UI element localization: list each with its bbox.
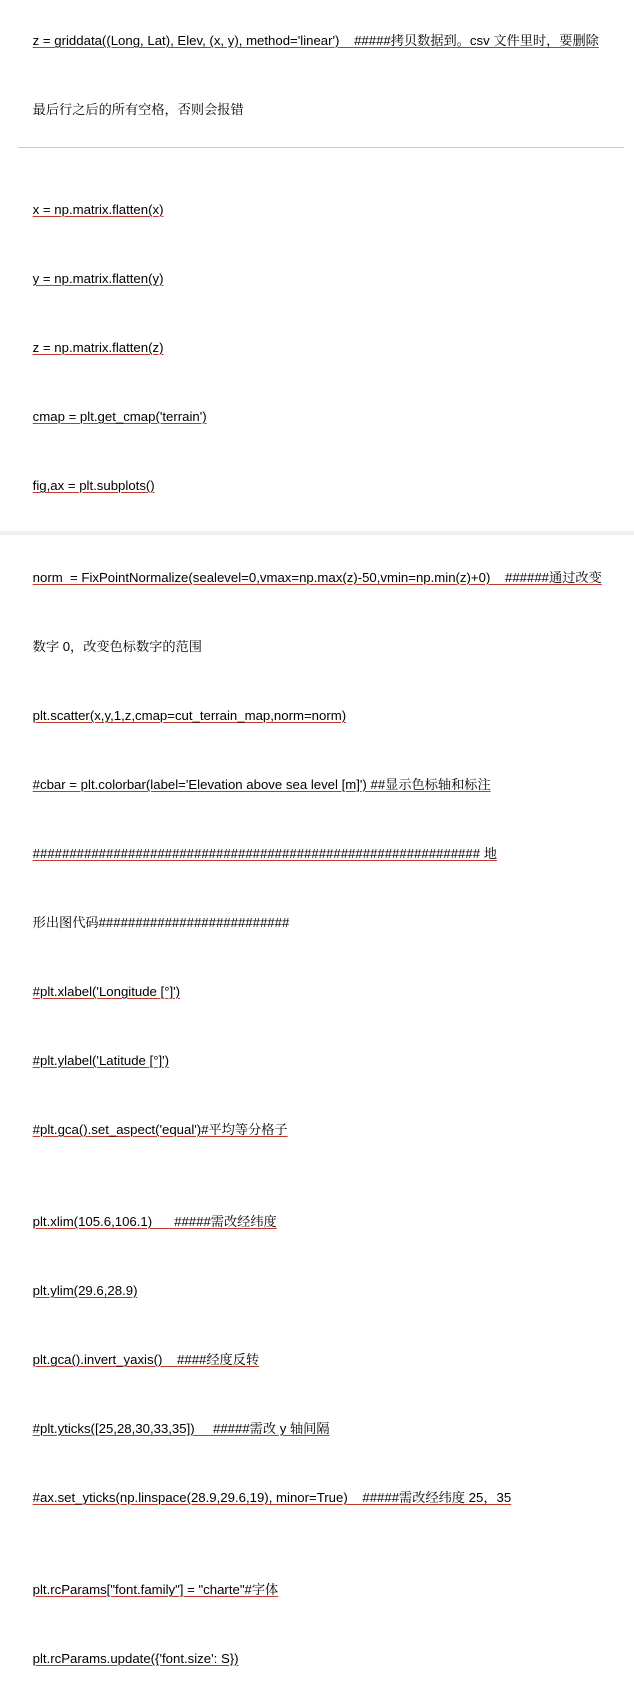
line-text: plt.xlim(105.6,106.1) #####需改经纬度 — [32, 1214, 277, 1229]
line-7 — [18, 382, 624, 451]
line-text: y = np.matrix.flatten(y) — [32, 271, 164, 286]
line-25 — [18, 1532, 624, 1555]
line-23 — [18, 1394, 624, 1463]
bottom-scrollbar[interactable] — [0, 531, 634, 535]
line-text: plt.ylim(29.6,28.9) — [32, 1283, 138, 1298]
line-27 — [18, 1624, 624, 1693]
line-text: plt.rcParams.update({'font.size': S}) — [32, 1651, 239, 1666]
line-8 — [18, 451, 624, 520]
line-text: 形出图代码########################## — [32, 915, 290, 930]
line-24 — [18, 1463, 624, 1532]
line-text: plt.scatter(x,y,1,z,cmap=cut_terrain_map,norm=norm) — [32, 708, 347, 723]
line-20 — [18, 1187, 624, 1256]
line-3 — [18, 152, 624, 175]
line-13 — [18, 750, 624, 819]
line-12 — [18, 681, 624, 750]
horizontal-divider — [18, 147, 624, 148]
line-text: z = griddata((Long, Lat), Elev, (x, y), method='linear') #####拷贝数据到。csv 文件里时，要删除 — [32, 33, 599, 48]
line-text: #cbar = plt.colorbar(label='Elevation above sea level [m]') ##显示色标轴和标注 — [32, 777, 491, 792]
line-17 — [18, 1026, 624, 1095]
line-text: 数字 0，改变色标数字的范围 — [32, 639, 202, 654]
line-18 — [18, 1095, 624, 1164]
line-text: fig,ax = plt.subplots() — [32, 478, 155, 493]
line-19 — [18, 1164, 624, 1187]
line-text: #plt.gca().set_aspect('equal')#平均等分格子 — [32, 1122, 288, 1137]
line-1 — [18, 6, 624, 75]
line-text: x = np.matrix.flatten(x) — [32, 202, 164, 217]
line-text: #ax.set_yticks(np.linspace(28.9,29.6,19), minor=True) #####需改经纬度 25，35 — [32, 1490, 512, 1505]
line-text: #plt.yticks([25,28,30,33,35]) #####需改 y 轴间隔 — [32, 1421, 330, 1436]
line-text: ############################################################# 地 — [32, 846, 497, 861]
line-text: norm = FixPointNormalize(sealevel=0,vmax=np.max(z)-50,vmin=np.min(z)+0) ######通过改变 — [32, 570, 602, 585]
line-26 — [18, 1555, 624, 1624]
line-text: plt.rcParams["font.family"] = "charte"#字体 — [32, 1582, 279, 1597]
line-15 — [18, 888, 624, 957]
line-10 — [18, 543, 624, 612]
line-5 — [18, 244, 624, 313]
line-11 — [18, 612, 624, 681]
line-2 — [18, 75, 624, 144]
line-text: z = np.matrix.flatten(z) — [32, 340, 164, 355]
line-text: plt.gca().invert_yaxis() ####经度反转 — [32, 1352, 260, 1367]
line-text: #plt.ylabel('Latitude [°]') — [32, 1053, 170, 1068]
line-16 — [18, 957, 624, 1026]
line-21 — [18, 1256, 624, 1325]
line-6 — [18, 313, 624, 382]
line-4 — [18, 175, 624, 244]
line-text: #plt.xlabel('Longitude [°]') — [32, 984, 181, 999]
line-22 — [18, 1325, 624, 1394]
line-text: 最后行之后的所有空格，否则会报错 — [32, 102, 244, 117]
line-text: cmap = plt.get_cmap('terrain') — [32, 409, 207, 424]
line-14 — [18, 819, 624, 888]
